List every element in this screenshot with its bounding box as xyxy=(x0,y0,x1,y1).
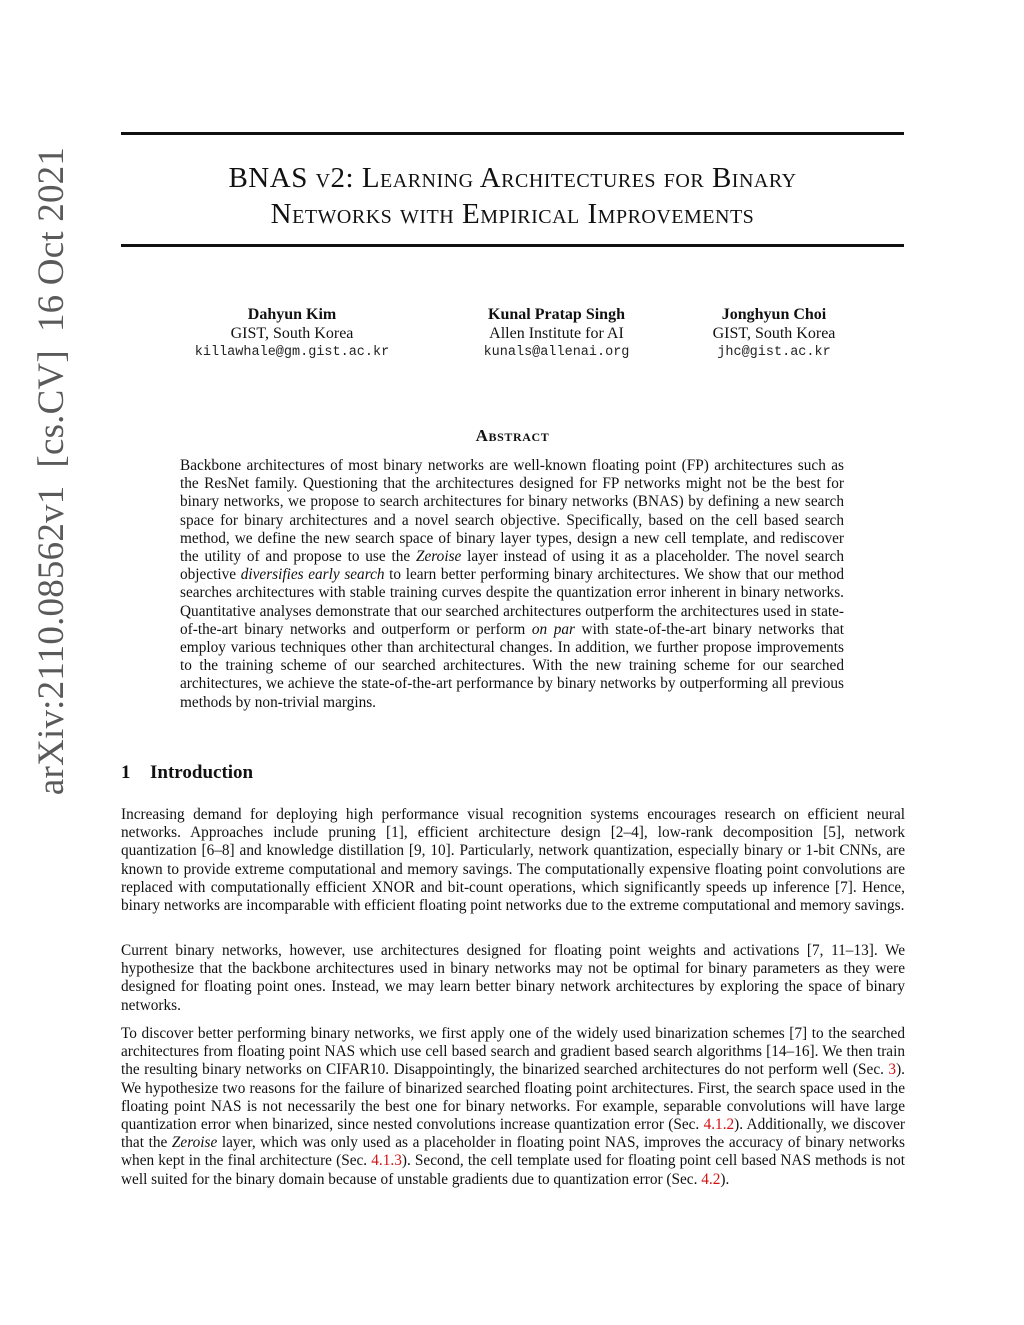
section-title: Introduction xyxy=(150,762,254,783)
section-ref-link[interactable]: 4.1.3 xyxy=(371,1152,402,1170)
paper-title-line-2: Networks with Empirical Improvements xyxy=(270,198,755,230)
section-heading xyxy=(121,762,253,784)
intro-paragraph-3: To discover better performing binary networks, we first apply one of the widely used binarization schemes [7] to the searched architectures from floating point NAS which use cell based search and gradient based search algorithms [14–16]. We then train the resulting binary networks on CIFAR10. Disappointingly, the binarized searched architectures do not perform well (Sec. 3). We hypothesize two reasons for the failure of binarized searched floating point architectures. First, the search space used in the floating point NAS is not necessarily the best one for binary networks. For example, separable convolutions will have large quantization error when binarized, since nested convolutions increase quantization error (Sec. 4.1.2). Additionally, we discover that the Zeroise layer, which was only used as a placeholder in floating point NAS, improves the accuracy of binary networks when kept in the final architecture (Sec. 4.1.3). Second, the cell template used for floating point cell based NAS methods is not well suited for the binary domain because of unstable gradients due to quantization error (Sec. 4.2). xyxy=(121,1025,905,1188)
author-email: jhc@gist.ac.kr xyxy=(717,345,831,360)
author-block xyxy=(455,305,658,362)
emphasis-zeroise: Zeroise xyxy=(416,548,462,566)
paper-title-line-1: BNAS v2: Learning Architectures for Binary xyxy=(228,162,797,194)
emphasis-diversifies: diversifies early search xyxy=(240,566,385,584)
arxiv-date: 16 Oct 2021 xyxy=(31,146,72,333)
author-email: killawhale@gm.gist.ac.kr xyxy=(194,345,390,360)
author-block xyxy=(700,305,848,362)
section-ref-link[interactable]: 3 xyxy=(888,1061,897,1079)
title-rule-top xyxy=(121,132,904,135)
author-name: Jonghyun Choi xyxy=(721,306,827,323)
section-ref-link[interactable]: 4.1.2 xyxy=(703,1116,735,1134)
author-affiliation: GIST, South Korea xyxy=(712,325,836,342)
arxiv-stamp xyxy=(32,0,72,942)
abstract-body: Backbone architectures of most binary networks are well-known floating point (FP) architectures such as the ResNet family. Questioning that the architectures designed for FP networks might not be the best for binary networks, we propose to search architectures for binary networks (BNAS) by defining a new search space for binary architectures and a novel search objective. Specifically, based on the cell based search method, we define the new search space of binary layer types, design a new cell template, and rediscover the utility of and propose to use the Zeroise layer instead of using it as a placeholder. The novel search objective diversifies early search to learn better performing binary architectures. We show that our method searches architectures with stable training curves despite the quantization error inherent in binary networks. Quantitative analyses demonstrate that our searched architectures outperform the architectures used in state-of-the-art binary networks and outperform or perform on par with state-of-the-art binary networks that employ various techniques other than architectural changes. In addition, we further propose improvements to the training scheme of our searched architectures. With the new training scheme for our searched architectures, we achieve the state-of-the-art performance by binary networks by outperforming all previous methods by non-trivial margins. xyxy=(180,457,845,711)
intro-paragraph-1: Increasing demand for deploying high performance visual recognition systems encourages research on efficient neural networks. Approaches include pruning [1], efficient architecture design [2–4], low-rank decomposition [5], network quantization [6–8] and knowledge distillation [9, 10]. Particularly, network quantization, especially binary or 1-bit CNNs, are known to provide extreme computational and memory savings. The computationally expensive floating point convolutions are replaced with computationally efficient XNOR and bit-count operations, which significantly speeds up inference [7]. Hence, binary networks are incomparable with efficient floating point networks due to the extreme computational and memory savings. xyxy=(121,806,905,915)
author-affiliation: GIST, South Korea xyxy=(230,325,354,342)
author-name: Kunal Pratap Singh xyxy=(488,306,625,323)
abstract-heading: Abstract xyxy=(475,426,550,445)
emphasis-zeroise: Zeroise xyxy=(171,1134,218,1152)
arxiv-category: [cs.CV] xyxy=(31,350,72,468)
arxiv-id: arXiv:2110.08562v1 xyxy=(31,485,72,796)
author-affiliation: Allen Institute for AI xyxy=(489,325,624,342)
section-ref-link[interactable]: 4.2 xyxy=(701,1170,721,1188)
section-number: 1 xyxy=(121,762,131,783)
author-email: kunals@allenai.org xyxy=(483,345,630,360)
intro-paragraph-2: Current binary networks, however, use architectures designed for floating point weights and activations [7, 11–13]. We hypothesize that the backbone architectures used in binary networks may not be optimal for binary parameters as they were designed for floating point ones. Instead, we may learn better binary network architectures by exploring the space of binary networks. xyxy=(121,942,905,1014)
author-block xyxy=(181,305,403,362)
emphasis-on-par: on par xyxy=(531,620,575,638)
author-name: Dahyun Kim xyxy=(247,306,337,323)
title-rule-bottom xyxy=(121,244,904,247)
